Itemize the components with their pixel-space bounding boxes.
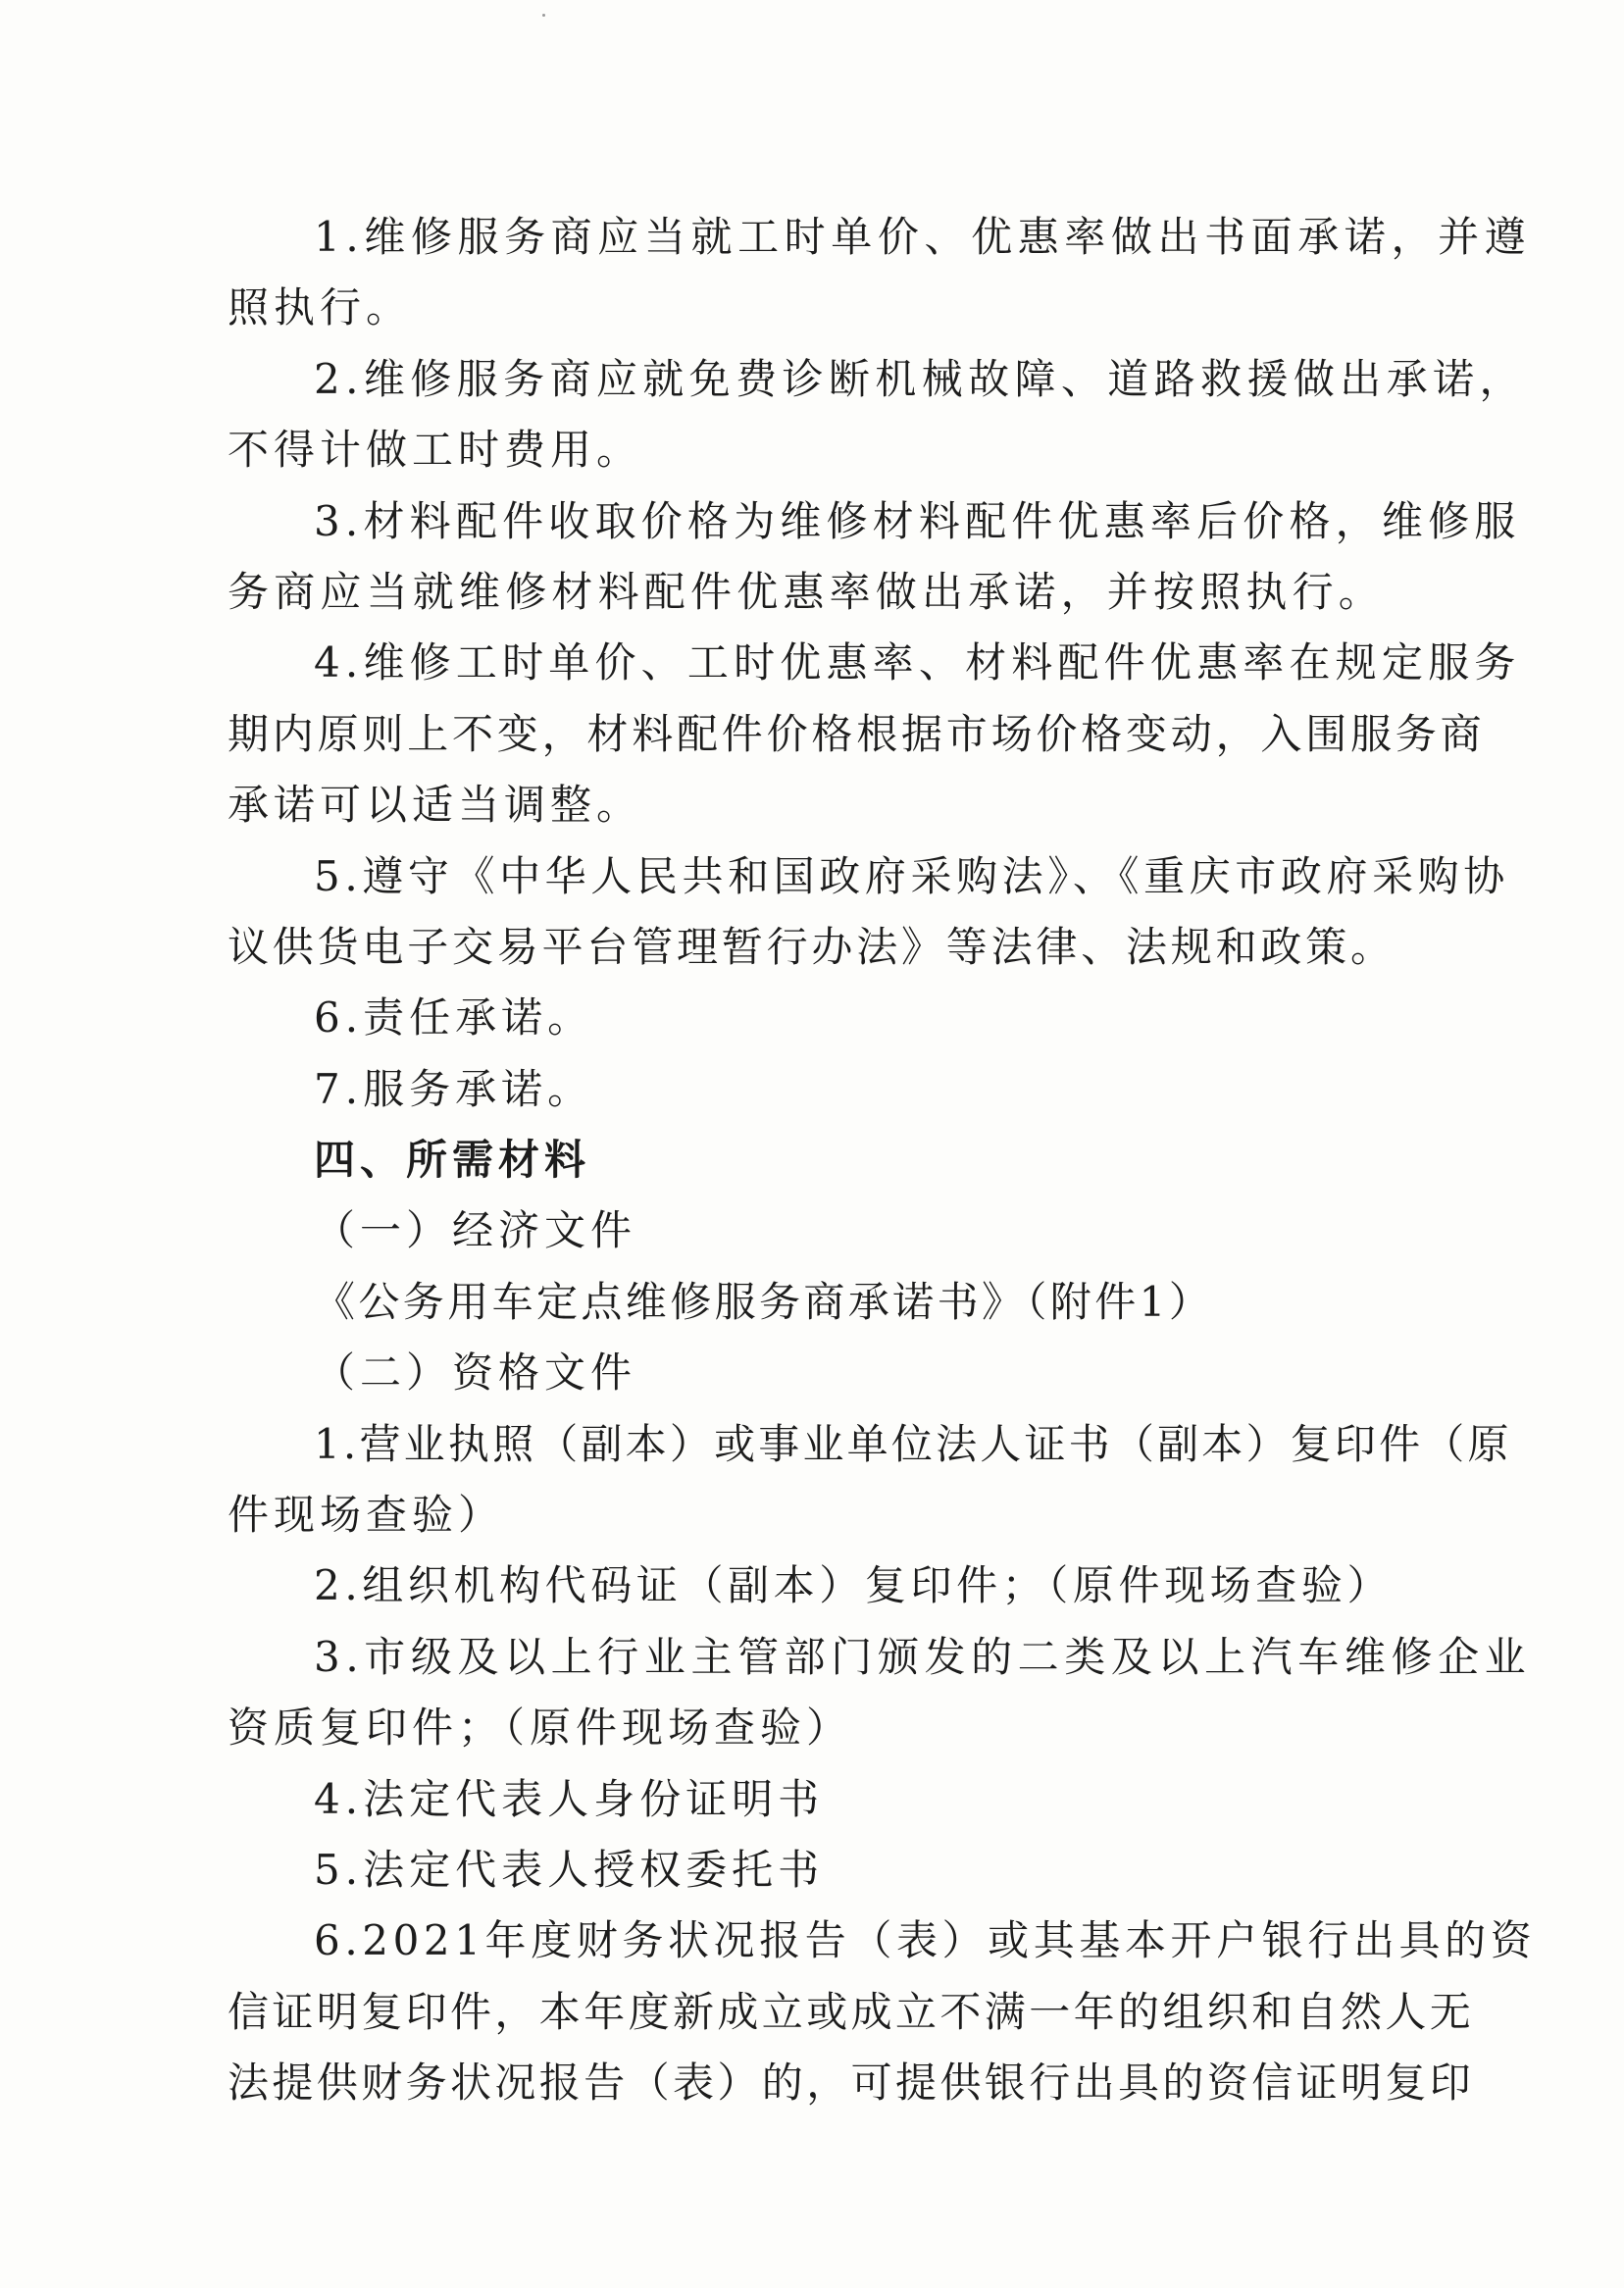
- text-line: （一）经济文件: [314, 1206, 637, 1255]
- text-line: 议供货电子交易平台管理暂行办法》等法律、法规和政策。: [228, 922, 1396, 971]
- text-line: 务商应当就维修材料配件优惠率做出承诺，并按照执行。: [228, 567, 1386, 616]
- text-line: 《公务用车定点维修服务商承诺书》（附件1）: [314, 1277, 1214, 1326]
- text-line: 5.遵守《中华人民共和国政府采购法》、《重庆市政府采购协: [314, 851, 1509, 900]
- text-line: 7.服务承诺。: [314, 1064, 594, 1113]
- text-line: 期内原则上不变，材料配件价格根据市场价格变动，入围服务商: [228, 709, 1486, 758]
- text-line: 不得计做工时费用。: [228, 426, 643, 475]
- text-line: 4.法定代表人身份证明书: [314, 1774, 825, 1823]
- text-line: 1.维修服务商应当就工时单价、优惠率做出书面承诺，并遵: [314, 213, 1532, 261]
- text-line: 3.材料配件收取价格为维修材料配件优惠率后价格，维修服: [314, 496, 1521, 545]
- text-line: 法提供财务状况报告（表）的，可提供银行出具的资信证明复印: [228, 2059, 1475, 2108]
- document-body: [228, 202, 1537, 2119]
- text-line: 3.市级及以上行业主管部门颁发的二类及以上汽车维修企业: [314, 1632, 1532, 1681]
- text-line: 6.责任承诺。: [314, 993, 594, 1042]
- text-line: 信证明复印件，本年度新成立或成立不满一年的组织和自然人无: [228, 1987, 1475, 2036]
- text-line: 件现场查验）: [228, 1491, 505, 1540]
- scan-speck: [542, 14, 545, 17]
- text-line: 6.2021年度财务状况报告（表）或其基本开户银行出具的资: [314, 1916, 1537, 1965]
- text-line: （二）资格文件: [314, 1348, 637, 1398]
- text-line: 2.组织机构代码证（副本）复印件；（原件现场查验）: [314, 1561, 1394, 1610]
- text-line: 2.维修服务商应就免费诊断机械故障、道路救援做出承诺，: [314, 354, 1526, 403]
- text-line: 承诺可以适当调整。: [228, 781, 643, 830]
- section-heading: 四、所需材料: [314, 1136, 591, 1185]
- text-line: 资质复印件；（原件现场查验）: [228, 1703, 853, 1753]
- text-line: 1.营业执照（副本）或事业单位法人证书（副本）复印件（原: [314, 1419, 1512, 1468]
- text-line: 5.法定代表人授权委托书: [314, 1845, 825, 1894]
- text-line: 4.维修工时单价、工时优惠率、材料配件优惠率在规定服务: [314, 638, 1521, 687]
- text-line: 照执行。: [228, 283, 413, 332]
